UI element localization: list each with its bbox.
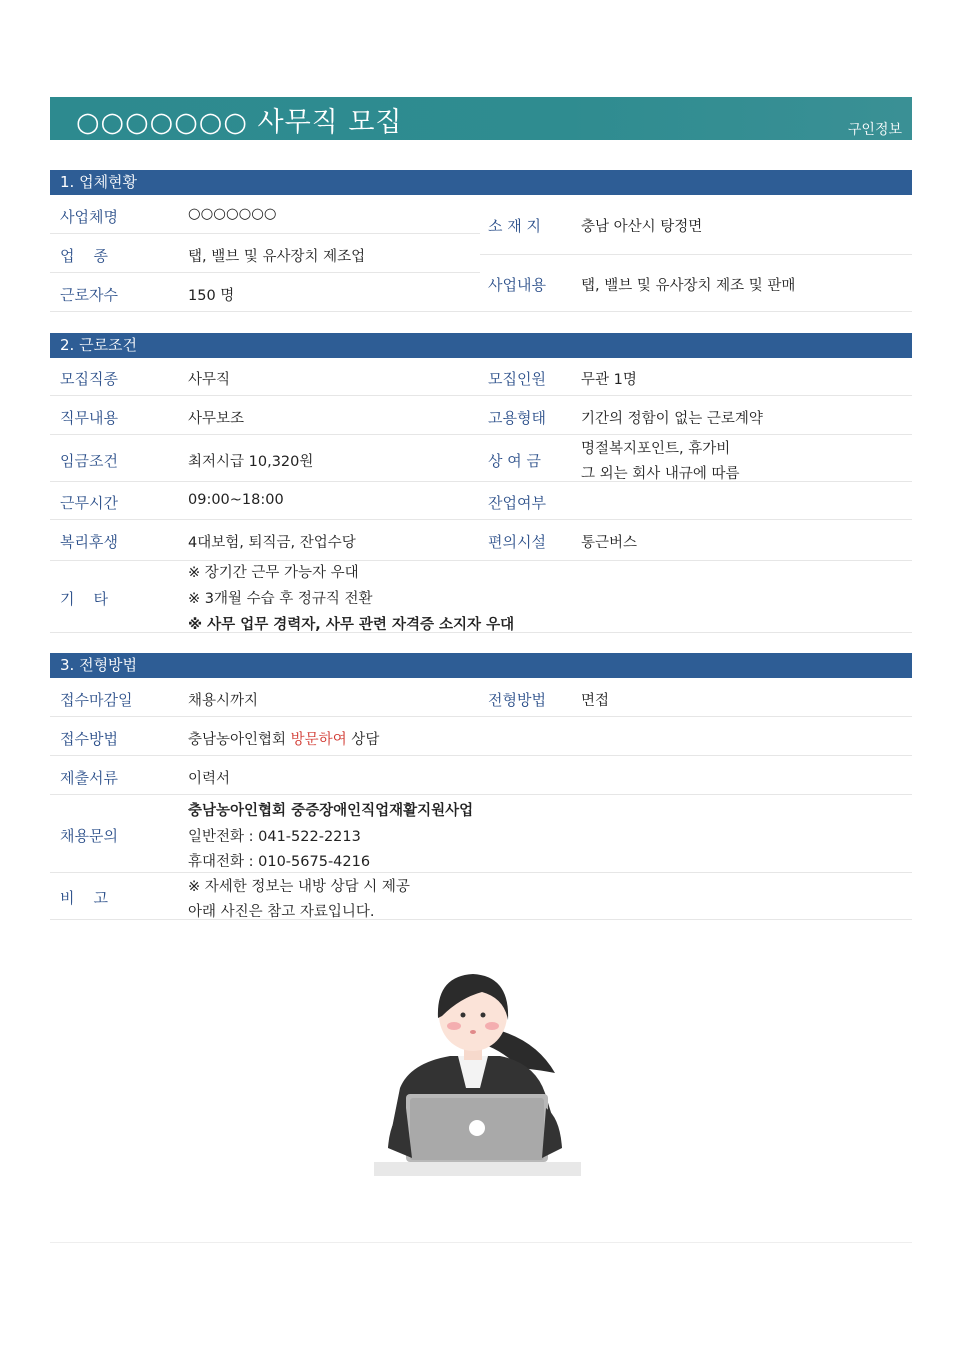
- office-worker-illustration: [370, 968, 585, 1180]
- label-overtime: 잔업여부: [488, 494, 546, 512]
- value-business: 탭, 밸브 및 유사장치 제조 및 판매: [581, 278, 796, 294]
- value-bonus-2: 그 외는 회사 내규에 따름: [581, 466, 740, 482]
- value-duty: 사무보조: [188, 411, 245, 427]
- label-bonus: 상 여 금: [488, 452, 542, 470]
- label-contact: 채용문의: [60, 827, 118, 845]
- label-company-name: 사업체명: [60, 208, 118, 226]
- value-method: 면접: [581, 693, 610, 709]
- label-duty: 직무내용: [60, 409, 118, 427]
- value-location: 충남 아산시 탕정면: [581, 219, 703, 235]
- apply-highlight: 방문하여: [290, 732, 347, 748]
- value-welfare: 4대보험, 퇴직금, 잔업수당: [188, 535, 356, 551]
- row-hours: [50, 482, 912, 520]
- row-wage: [50, 436, 912, 482]
- value-wage: 최저시급 10,320원: [188, 454, 314, 470]
- value-count: 무관 1명: [581, 372, 637, 388]
- section-selection: 3. 전형방법: [50, 653, 912, 678]
- value-job: 사무직: [188, 372, 231, 388]
- label-wage: 임금조건: [60, 452, 118, 470]
- label-business: 사업내용: [488, 276, 546, 294]
- label-location: 소 재 지: [488, 217, 542, 235]
- value-etc-3: ※ 사무 업무 경력자, 사무 관련 자격증 소지자 우대: [188, 617, 515, 633]
- row-welfare: [50, 521, 912, 561]
- value-facilities: 통근버스: [581, 535, 638, 551]
- label-note: 비 고: [60, 889, 109, 907]
- page-tag: 구인정보: [847, 122, 902, 138]
- row-apply: [50, 718, 912, 756]
- label-count: 모집인원: [488, 370, 546, 388]
- label-industry: 업 종: [60, 247, 109, 265]
- apply-text-c: 상담: [346, 732, 380, 748]
- row-docs: [50, 757, 912, 795]
- apply-text-a: 충남농아인협회: [188, 732, 291, 748]
- value-contact-mobile: 휴대전화 : 010-5675-4216: [188, 854, 371, 870]
- label-job: 모집직종: [60, 370, 118, 388]
- value-note-2: 아래 사진은 참고 자료입니다.: [188, 904, 375, 920]
- value-contact-org: 충남농아인협회 중증장애인직업재활지원사업: [188, 803, 474, 819]
- page-title: ○○○○○○○ 사무직 모집: [76, 107, 403, 138]
- value-deadline: 채용시까지: [188, 693, 259, 709]
- section-company: 1. 업체현황: [50, 170, 912, 195]
- label-etc: 기 타: [60, 590, 109, 608]
- value-hours: 09:00~18:00: [188, 492, 284, 508]
- title-bar: [50, 97, 912, 140]
- value-docs: 이력서: [188, 771, 231, 787]
- row-job: [50, 358, 912, 396]
- value-etc-2: ※ 3개월 수습 후 정규직 전환: [188, 591, 373, 607]
- value-apply: [188, 728, 379, 749]
- value-etc-1: ※ 장기간 근무 가능자 우대: [188, 565, 359, 581]
- label-deadline: 접수마감일: [60, 691, 133, 709]
- value-industry: 탭, 밸브 및 유사장치 제조업: [188, 249, 366, 265]
- row-duty: [50, 397, 912, 435]
- value-workers: 150 명: [188, 288, 235, 304]
- value-note-1: ※ 자세한 정보는 내방 상담 시 제공: [188, 879, 410, 895]
- value-company-name: ○○○○○○○: [188, 206, 277, 222]
- value-bonus-1: 명절복지포인트, 휴가비: [581, 441, 731, 457]
- value-employment: 기간의 정함이 없는 근로계약: [581, 411, 763, 427]
- label-hours: 근무시간: [60, 494, 118, 512]
- label-docs: 제출서류: [60, 769, 118, 787]
- label-employment: 고용형태: [488, 409, 546, 427]
- row-contact: [50, 796, 912, 873]
- label-workers: 근로자수: [60, 286, 118, 304]
- label-apply: 접수방법: [60, 730, 118, 748]
- label-method: 전형방법: [488, 691, 546, 709]
- label-facilities: 편의시설: [488, 533, 546, 551]
- value-contact-phone: 일반전화 : 041-522-2213: [188, 829, 361, 845]
- footer-divider: [50, 1242, 912, 1243]
- section-conditions: 2. 근로조건: [50, 333, 912, 358]
- row-deadline: [50, 679, 912, 717]
- row-note: [50, 873, 912, 920]
- label-welfare: 복리후생: [60, 533, 118, 551]
